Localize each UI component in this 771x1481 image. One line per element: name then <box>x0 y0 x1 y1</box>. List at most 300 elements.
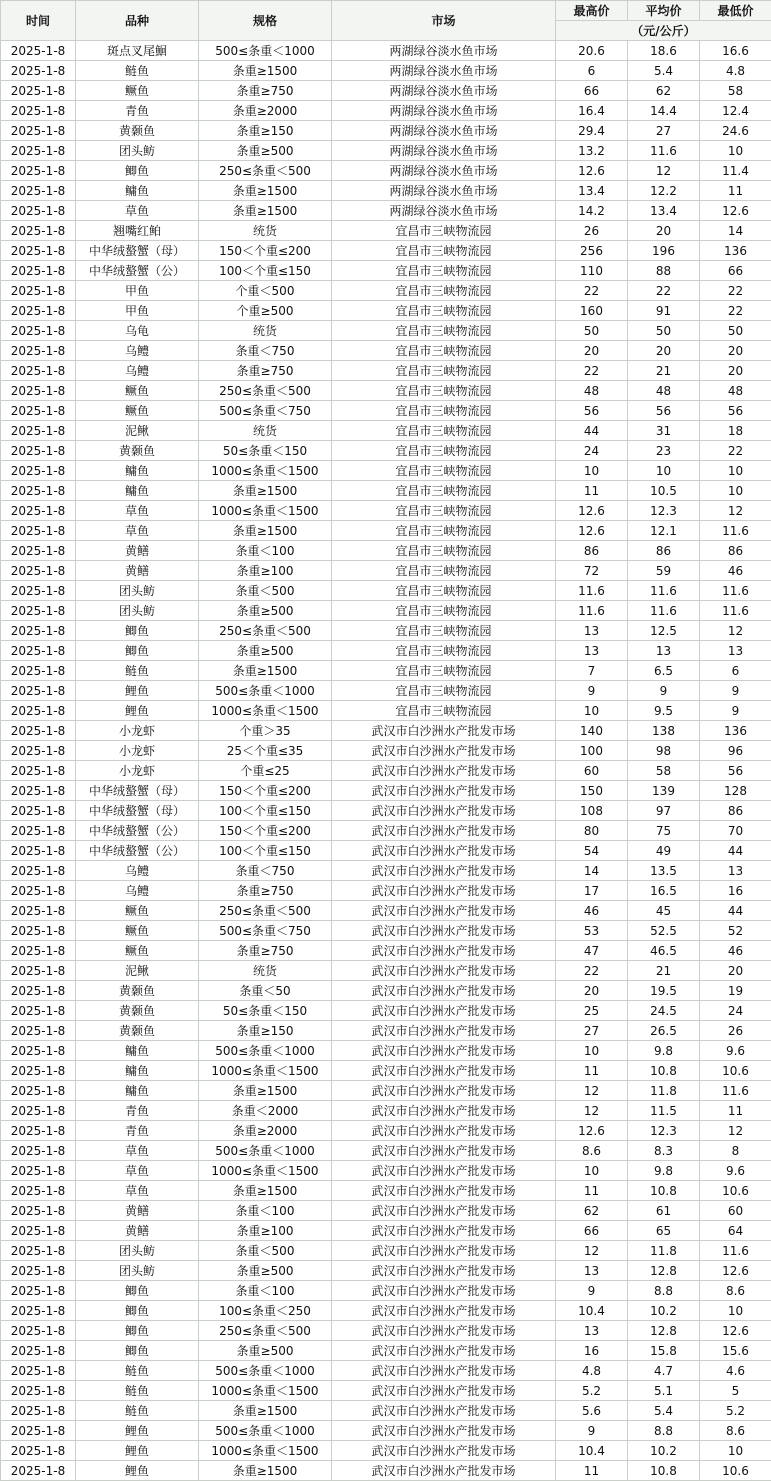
cell-variety: 鳙鱼 <box>76 1081 199 1101</box>
table-row <box>1 741 771 761</box>
cell-low-price: 20 <box>700 341 771 361</box>
cell-variety: 泥鳅 <box>76 961 199 981</box>
cell-high-price: 9 <box>556 1281 628 1301</box>
cell-low-price: 4.8 <box>700 61 771 81</box>
table-row <box>1 401 771 421</box>
cell-spec: 条重≥1500 <box>199 201 332 221</box>
cell-low-price: 58 <box>700 81 771 101</box>
cell-time: 2025-1-8 <box>1 481 76 501</box>
cell-avg-price: 27 <box>628 121 700 141</box>
cell-market: 宜昌市三峡物流园 <box>332 401 556 421</box>
cell-spec: 250≤条重＜500 <box>199 161 332 181</box>
cell-avg-price: 9.5 <box>628 701 700 721</box>
cell-high-price: 256 <box>556 241 628 261</box>
cell-time: 2025-1-8 <box>1 641 76 661</box>
cell-time: 2025-1-8 <box>1 81 76 101</box>
table-row <box>1 1321 771 1341</box>
cell-low-price: 66 <box>700 261 771 281</box>
cell-avg-price: 12.8 <box>628 1321 700 1341</box>
cell-spec: 条重≥2000 <box>199 1121 332 1141</box>
cell-time: 2025-1-8 <box>1 1401 76 1421</box>
cell-high-price: 11 <box>556 1461 628 1481</box>
cell-spec: 250≤条重＜500 <box>199 381 332 401</box>
cell-market: 宜昌市三峡物流园 <box>332 261 556 281</box>
cell-time: 2025-1-8 <box>1 941 76 961</box>
cell-avg-price: 11.8 <box>628 1081 700 1101</box>
cell-market: 武汉市白沙洲水产批发市场 <box>332 941 556 961</box>
cell-market: 武汉市白沙洲水产批发市场 <box>332 1421 556 1441</box>
cell-market: 武汉市白沙洲水产批发市场 <box>332 1161 556 1181</box>
cell-variety: 鲢鱼 <box>76 1401 199 1421</box>
cell-low-price: 44 <box>700 841 771 861</box>
cell-time: 2025-1-8 <box>1 1281 76 1301</box>
table-row <box>1 101 771 121</box>
cell-spec: 1000≤条重＜1500 <box>199 461 332 481</box>
cell-high-price: 86 <box>556 541 628 561</box>
cell-market: 宜昌市三峡物流园 <box>332 561 556 581</box>
cell-spec: 500≤条重＜750 <box>199 921 332 941</box>
cell-avg-price: 59 <box>628 561 700 581</box>
cell-low-price: 128 <box>700 781 771 801</box>
cell-high-price: 108 <box>556 801 628 821</box>
table-row <box>1 501 771 521</box>
cell-low-price: 8.6 <box>700 1281 771 1301</box>
table-row <box>1 1161 771 1181</box>
cell-market: 武汉市白沙洲水产批发市场 <box>332 1321 556 1341</box>
cell-spec: 条重≥1500 <box>199 181 332 201</box>
cell-low-price: 16.6 <box>700 41 771 61</box>
cell-high-price: 12.6 <box>556 501 628 521</box>
cell-time: 2025-1-8 <box>1 1021 76 1041</box>
cell-time: 2025-1-8 <box>1 1441 76 1461</box>
cell-variety: 草鱼 <box>76 201 199 221</box>
cell-low-price: 5.2 <box>700 1401 771 1421</box>
cell-low-price: 22 <box>700 301 771 321</box>
cell-spec: 条重≥1500 <box>199 1181 332 1201</box>
cell-variety: 鳙鱼 <box>76 1041 199 1061</box>
cell-high-price: 160 <box>556 301 628 321</box>
cell-market: 武汉市白沙洲水产批发市场 <box>332 881 556 901</box>
cell-variety: 鲤鱼 <box>76 701 199 721</box>
cell-variety: 中华绒螯蟹（母） <box>76 801 199 821</box>
cell-avg-price: 11.6 <box>628 581 700 601</box>
cell-low-price: 8 <box>700 1141 771 1161</box>
table-row <box>1 521 771 541</box>
table-row <box>1 141 771 161</box>
cell-market: 宜昌市三峡物流园 <box>332 521 556 541</box>
cell-time: 2025-1-8 <box>1 621 76 641</box>
cell-spec: 条重≥1500 <box>199 1401 332 1421</box>
cell-time: 2025-1-8 <box>1 721 76 741</box>
cell-avg-price: 11.6 <box>628 141 700 161</box>
cell-market: 武汉市白沙洲水产批发市场 <box>332 1401 556 1421</box>
cell-variety: 乌鳢 <box>76 361 199 381</box>
cell-time: 2025-1-8 <box>1 881 76 901</box>
cell-spec: 条重≥100 <box>199 1221 332 1241</box>
cell-spec: 条重≥500 <box>199 641 332 661</box>
cell-spec: 条重≥1500 <box>199 661 332 681</box>
cell-variety: 鲫鱼 <box>76 1301 199 1321</box>
cell-high-price: 17 <box>556 881 628 901</box>
cell-avg-price: 14.4 <box>628 101 700 121</box>
cell-high-price: 10 <box>556 1161 628 1181</box>
cell-spec: 个重＜500 <box>199 281 332 301</box>
table-row <box>1 1041 771 1061</box>
cell-high-price: 60 <box>556 761 628 781</box>
cell-market: 宜昌市三峡物流园 <box>332 681 556 701</box>
cell-time: 2025-1-8 <box>1 1381 76 1401</box>
cell-low-price: 64 <box>700 1221 771 1241</box>
cell-high-price: 29.4 <box>556 121 628 141</box>
cell-spec: 100＜个重≤150 <box>199 801 332 821</box>
table-row <box>1 41 771 61</box>
cell-avg-price: 24.5 <box>628 1001 700 1021</box>
cell-market: 两湖绿谷淡水鱼市场 <box>332 41 556 61</box>
cell-market: 宜昌市三峡物流园 <box>332 481 556 501</box>
cell-spec: 条重＜500 <box>199 1241 332 1261</box>
cell-market: 武汉市白沙洲水产批发市场 <box>332 1241 556 1261</box>
cell-variety: 草鱼 <box>76 501 199 521</box>
table-row <box>1 941 771 961</box>
header-price-unit: （元/公斤） <box>556 21 771 41</box>
cell-avg-price: 12.8 <box>628 1261 700 1281</box>
cell-avg-price: 11.8 <box>628 1241 700 1261</box>
table-row <box>1 1421 771 1441</box>
cell-market: 宜昌市三峡物流园 <box>332 301 556 321</box>
cell-avg-price: 21 <box>628 961 700 981</box>
cell-spec: 100≤条重＜250 <box>199 1301 332 1321</box>
cell-low-price: 10 <box>700 1301 771 1321</box>
cell-avg-price: 52.5 <box>628 921 700 941</box>
cell-high-price: 150 <box>556 781 628 801</box>
cell-low-price: 52 <box>700 921 771 941</box>
cell-market: 宜昌市三峡物流园 <box>332 381 556 401</box>
cell-variety: 鳙鱼 <box>76 481 199 501</box>
cell-variety: 鲫鱼 <box>76 641 199 661</box>
cell-low-price: 12 <box>700 1121 771 1141</box>
header-time: 时间 <box>1 1 76 41</box>
header-low-price: 最低价 <box>700 1 771 21</box>
cell-high-price: 10 <box>556 461 628 481</box>
cell-low-price: 13 <box>700 641 771 661</box>
cell-variety: 团头鲂 <box>76 581 199 601</box>
cell-spec: 150＜个重≤200 <box>199 781 332 801</box>
cell-spec: 500≤条重＜1000 <box>199 1361 332 1381</box>
cell-variety: 草鱼 <box>76 1141 199 1161</box>
table-row <box>1 1461 771 1481</box>
cell-market: 宜昌市三峡物流园 <box>332 501 556 521</box>
cell-variety: 鳙鱼 <box>76 181 199 201</box>
cell-market: 武汉市白沙洲水产批发市场 <box>332 1341 556 1361</box>
cell-low-price: 86 <box>700 801 771 821</box>
cell-market: 两湖绿谷淡水鱼市场 <box>332 161 556 181</box>
cell-spec: 条重＜750 <box>199 861 332 881</box>
cell-avg-price: 10.8 <box>628 1461 700 1481</box>
cell-low-price: 22 <box>700 281 771 301</box>
cell-time: 2025-1-8 <box>1 1361 76 1381</box>
cell-time: 2025-1-8 <box>1 981 76 1001</box>
cell-spec: 统货 <box>199 321 332 341</box>
cell-avg-price: 10 <box>628 461 700 481</box>
cell-variety: 鲤鱼 <box>76 1421 199 1441</box>
cell-avg-price: 10.8 <box>628 1061 700 1081</box>
cell-market: 宜昌市三峡物流园 <box>332 601 556 621</box>
cell-time: 2025-1-8 <box>1 1141 76 1161</box>
table-row <box>1 921 771 941</box>
cell-high-price: 54 <box>556 841 628 861</box>
cell-variety: 黄鳝 <box>76 1201 199 1221</box>
cell-high-price: 12.6 <box>556 521 628 541</box>
cell-high-price: 9 <box>556 1421 628 1441</box>
cell-low-price: 12 <box>700 621 771 641</box>
cell-time: 2025-1-8 <box>1 1041 76 1061</box>
table-row <box>1 1101 771 1121</box>
cell-high-price: 13 <box>556 1261 628 1281</box>
table-row <box>1 681 771 701</box>
cell-time: 2025-1-8 <box>1 581 76 601</box>
cell-market: 宜昌市三峡物流园 <box>332 441 556 461</box>
cell-time: 2025-1-8 <box>1 861 76 881</box>
cell-time: 2025-1-8 <box>1 501 76 521</box>
cell-spec: 条重＜2000 <box>199 1101 332 1121</box>
cell-time: 2025-1-8 <box>1 161 76 181</box>
cell-spec: 条重＜100 <box>199 1201 332 1221</box>
cell-avg-price: 50 <box>628 321 700 341</box>
cell-avg-price: 97 <box>628 801 700 821</box>
cell-spec: 500≤条重＜750 <box>199 401 332 421</box>
table-header <box>1 1 771 41</box>
cell-low-price: 22 <box>700 441 771 461</box>
cell-market: 武汉市白沙洲水产批发市场 <box>332 961 556 981</box>
cell-time: 2025-1-8 <box>1 261 76 281</box>
cell-variety: 黄颡鱼 <box>76 121 199 141</box>
cell-variety: 草鱼 <box>76 1181 199 1201</box>
cell-variety: 乌鳢 <box>76 341 199 361</box>
cell-low-price: 24 <box>700 1001 771 1021</box>
cell-low-price: 50 <box>700 321 771 341</box>
cell-low-price: 11.6 <box>700 581 771 601</box>
cell-low-price: 136 <box>700 721 771 741</box>
cell-spec: 条重＜100 <box>199 1281 332 1301</box>
cell-variety: 黄颡鱼 <box>76 441 199 461</box>
cell-market: 武汉市白沙洲水产批发市场 <box>332 1361 556 1381</box>
cell-variety: 乌龟 <box>76 321 199 341</box>
cell-avg-price: 8.8 <box>628 1281 700 1301</box>
cell-avg-price: 10.2 <box>628 1301 700 1321</box>
cell-spec: 1000≤条重＜1500 <box>199 1441 332 1461</box>
table-row <box>1 341 771 361</box>
table-row <box>1 841 771 861</box>
cell-low-price: 5 <box>700 1381 771 1401</box>
cell-variety: 青鱼 <box>76 1101 199 1121</box>
cell-low-price: 14 <box>700 221 771 241</box>
cell-time: 2025-1-8 <box>1 681 76 701</box>
cell-spec: 150＜个重≤200 <box>199 241 332 261</box>
cell-time: 2025-1-8 <box>1 201 76 221</box>
cell-high-price: 47 <box>556 941 628 961</box>
cell-avg-price: 45 <box>628 901 700 921</box>
cell-avg-price: 6.5 <box>628 661 700 681</box>
cell-market: 宜昌市三峡物流园 <box>332 641 556 661</box>
cell-spec: 50≤条重＜150 <box>199 441 332 461</box>
cell-spec: 条重≥1500 <box>199 481 332 501</box>
cell-high-price: 66 <box>556 81 628 101</box>
table-row <box>1 881 771 901</box>
cell-time: 2025-1-8 <box>1 401 76 421</box>
cell-low-price: 10 <box>700 1441 771 1461</box>
cell-market: 两湖绿谷淡水鱼市场 <box>332 81 556 101</box>
cell-variety: 翘嘴红鲌 <box>76 221 199 241</box>
cell-high-price: 25 <box>556 1001 628 1021</box>
cell-market: 两湖绿谷淡水鱼市场 <box>332 101 556 121</box>
cell-market: 武汉市白沙洲水产批发市场 <box>332 1261 556 1281</box>
cell-spec: 条重≥750 <box>199 941 332 961</box>
cell-low-price: 11.6 <box>700 1241 771 1261</box>
cell-market: 武汉市白沙洲水产批发市场 <box>332 841 556 861</box>
cell-high-price: 10.4 <box>556 1441 628 1461</box>
cell-time: 2025-1-8 <box>1 841 76 861</box>
cell-market: 武汉市白沙洲水产批发市场 <box>332 1281 556 1301</box>
cell-high-price: 44 <box>556 421 628 441</box>
cell-time: 2025-1-8 <box>1 1061 76 1081</box>
cell-spec: 统货 <box>199 421 332 441</box>
cell-high-price: 26 <box>556 221 628 241</box>
cell-variety: 黄颡鱼 <box>76 981 199 1001</box>
cell-market: 武汉市白沙洲水产批发市场 <box>332 1141 556 1161</box>
cell-low-price: 11.6 <box>700 521 771 541</box>
header-high-price: 最高价 <box>556 1 628 21</box>
cell-time: 2025-1-8 <box>1 421 76 441</box>
cell-variety: 黄鳝 <box>76 541 199 561</box>
cell-low-price: 11.4 <box>700 161 771 181</box>
cell-time: 2025-1-8 <box>1 41 76 61</box>
cell-high-price: 20 <box>556 341 628 361</box>
cell-low-price: 20 <box>700 361 771 381</box>
cell-high-price: 16.4 <box>556 101 628 121</box>
cell-low-price: 9 <box>700 701 771 721</box>
cell-market: 武汉市白沙洲水产批发市场 <box>332 1081 556 1101</box>
cell-avg-price: 9 <box>628 681 700 701</box>
cell-low-price: 46 <box>700 561 771 581</box>
cell-high-price: 12.6 <box>556 161 628 181</box>
cell-variety: 鳜鱼 <box>76 81 199 101</box>
cell-variety: 斑点叉尾鮰 <box>76 41 199 61</box>
cell-low-price: 26 <box>700 1021 771 1041</box>
cell-time: 2025-1-8 <box>1 1261 76 1281</box>
cell-avg-price: 5.1 <box>628 1381 700 1401</box>
cell-market: 宜昌市三峡物流园 <box>332 701 556 721</box>
cell-time: 2025-1-8 <box>1 101 76 121</box>
cell-avg-price: 9.8 <box>628 1041 700 1061</box>
cell-spec: 1000≤条重＜1500 <box>199 1161 332 1181</box>
cell-variety: 鲫鱼 <box>76 1341 199 1361</box>
table-row <box>1 1021 771 1041</box>
cell-spec: 条重≥150 <box>199 121 332 141</box>
cell-high-price: 22 <box>556 961 628 981</box>
header-market: 市场 <box>332 1 556 41</box>
cell-time: 2025-1-8 <box>1 441 76 461</box>
cell-variety: 鳙鱼 <box>76 461 199 481</box>
cell-variety: 鲫鱼 <box>76 1321 199 1341</box>
table-row <box>1 221 771 241</box>
cell-high-price: 11 <box>556 481 628 501</box>
cell-variety: 草鱼 <box>76 1161 199 1181</box>
cell-avg-price: 86 <box>628 541 700 561</box>
table-row <box>1 361 771 381</box>
cell-avg-price: 16.5 <box>628 881 700 901</box>
cell-avg-price: 12.3 <box>628 501 700 521</box>
table-row <box>1 1381 771 1401</box>
cell-spec: 条重≥750 <box>199 81 332 101</box>
table-row <box>1 1341 771 1361</box>
cell-low-price: 4.6 <box>700 1361 771 1381</box>
cell-avg-price: 8.8 <box>628 1421 700 1441</box>
cell-variety: 乌鳢 <box>76 881 199 901</box>
table-row <box>1 801 771 821</box>
cell-time: 2025-1-8 <box>1 1321 76 1341</box>
cell-avg-price: 5.4 <box>628 1401 700 1421</box>
cell-low-price: 44 <box>700 901 771 921</box>
table-row <box>1 461 771 481</box>
cell-low-price: 9 <box>700 681 771 701</box>
cell-spec: 条重≥500 <box>199 601 332 621</box>
cell-high-price: 13.2 <box>556 141 628 161</box>
cell-variety: 青鱼 <box>76 1121 199 1141</box>
cell-high-price: 62 <box>556 1201 628 1221</box>
cell-variety: 小龙虾 <box>76 741 199 761</box>
table-row <box>1 1361 771 1381</box>
cell-time: 2025-1-8 <box>1 601 76 621</box>
cell-spec: 条重≥1500 <box>199 1081 332 1101</box>
table-row <box>1 1061 771 1081</box>
table-row <box>1 661 771 681</box>
cell-avg-price: 196 <box>628 241 700 261</box>
cell-avg-price: 22 <box>628 281 700 301</box>
cell-market: 武汉市白沙洲水产批发市场 <box>332 1181 556 1201</box>
cell-high-price: 20 <box>556 981 628 1001</box>
cell-low-price: 86 <box>700 541 771 561</box>
cell-high-price: 11.6 <box>556 581 628 601</box>
cell-market: 宜昌市三峡物流园 <box>332 321 556 341</box>
table-row <box>1 761 771 781</box>
cell-avg-price: 8.3 <box>628 1141 700 1161</box>
cell-avg-price: 10.5 <box>628 481 700 501</box>
cell-high-price: 13 <box>556 621 628 641</box>
cell-low-price: 10.6 <box>700 1181 771 1201</box>
cell-high-price: 12 <box>556 1081 628 1101</box>
cell-avg-price: 88 <box>628 261 700 281</box>
table-row <box>1 1081 771 1101</box>
table-row <box>1 1401 771 1421</box>
table-row <box>1 161 771 181</box>
cell-high-price: 56 <box>556 401 628 421</box>
cell-market: 两湖绿谷淡水鱼市场 <box>332 181 556 201</box>
cell-variety: 鲫鱼 <box>76 1281 199 1301</box>
cell-time: 2025-1-8 <box>1 761 76 781</box>
cell-market: 武汉市白沙洲水产批发市场 <box>332 781 556 801</box>
table-row <box>1 1261 771 1281</box>
table-row <box>1 901 771 921</box>
cell-variety: 团头鲂 <box>76 601 199 621</box>
cell-low-price: 11.6 <box>700 601 771 621</box>
cell-variety: 鲢鱼 <box>76 1361 199 1381</box>
cell-market: 武汉市白沙洲水产批发市场 <box>332 981 556 1001</box>
table-row <box>1 701 771 721</box>
cell-avg-price: 13.4 <box>628 201 700 221</box>
cell-spec: 条重＜50 <box>199 981 332 1001</box>
cell-variety: 黄鳝 <box>76 561 199 581</box>
cell-variety: 中华绒螯蟹（母） <box>76 781 199 801</box>
